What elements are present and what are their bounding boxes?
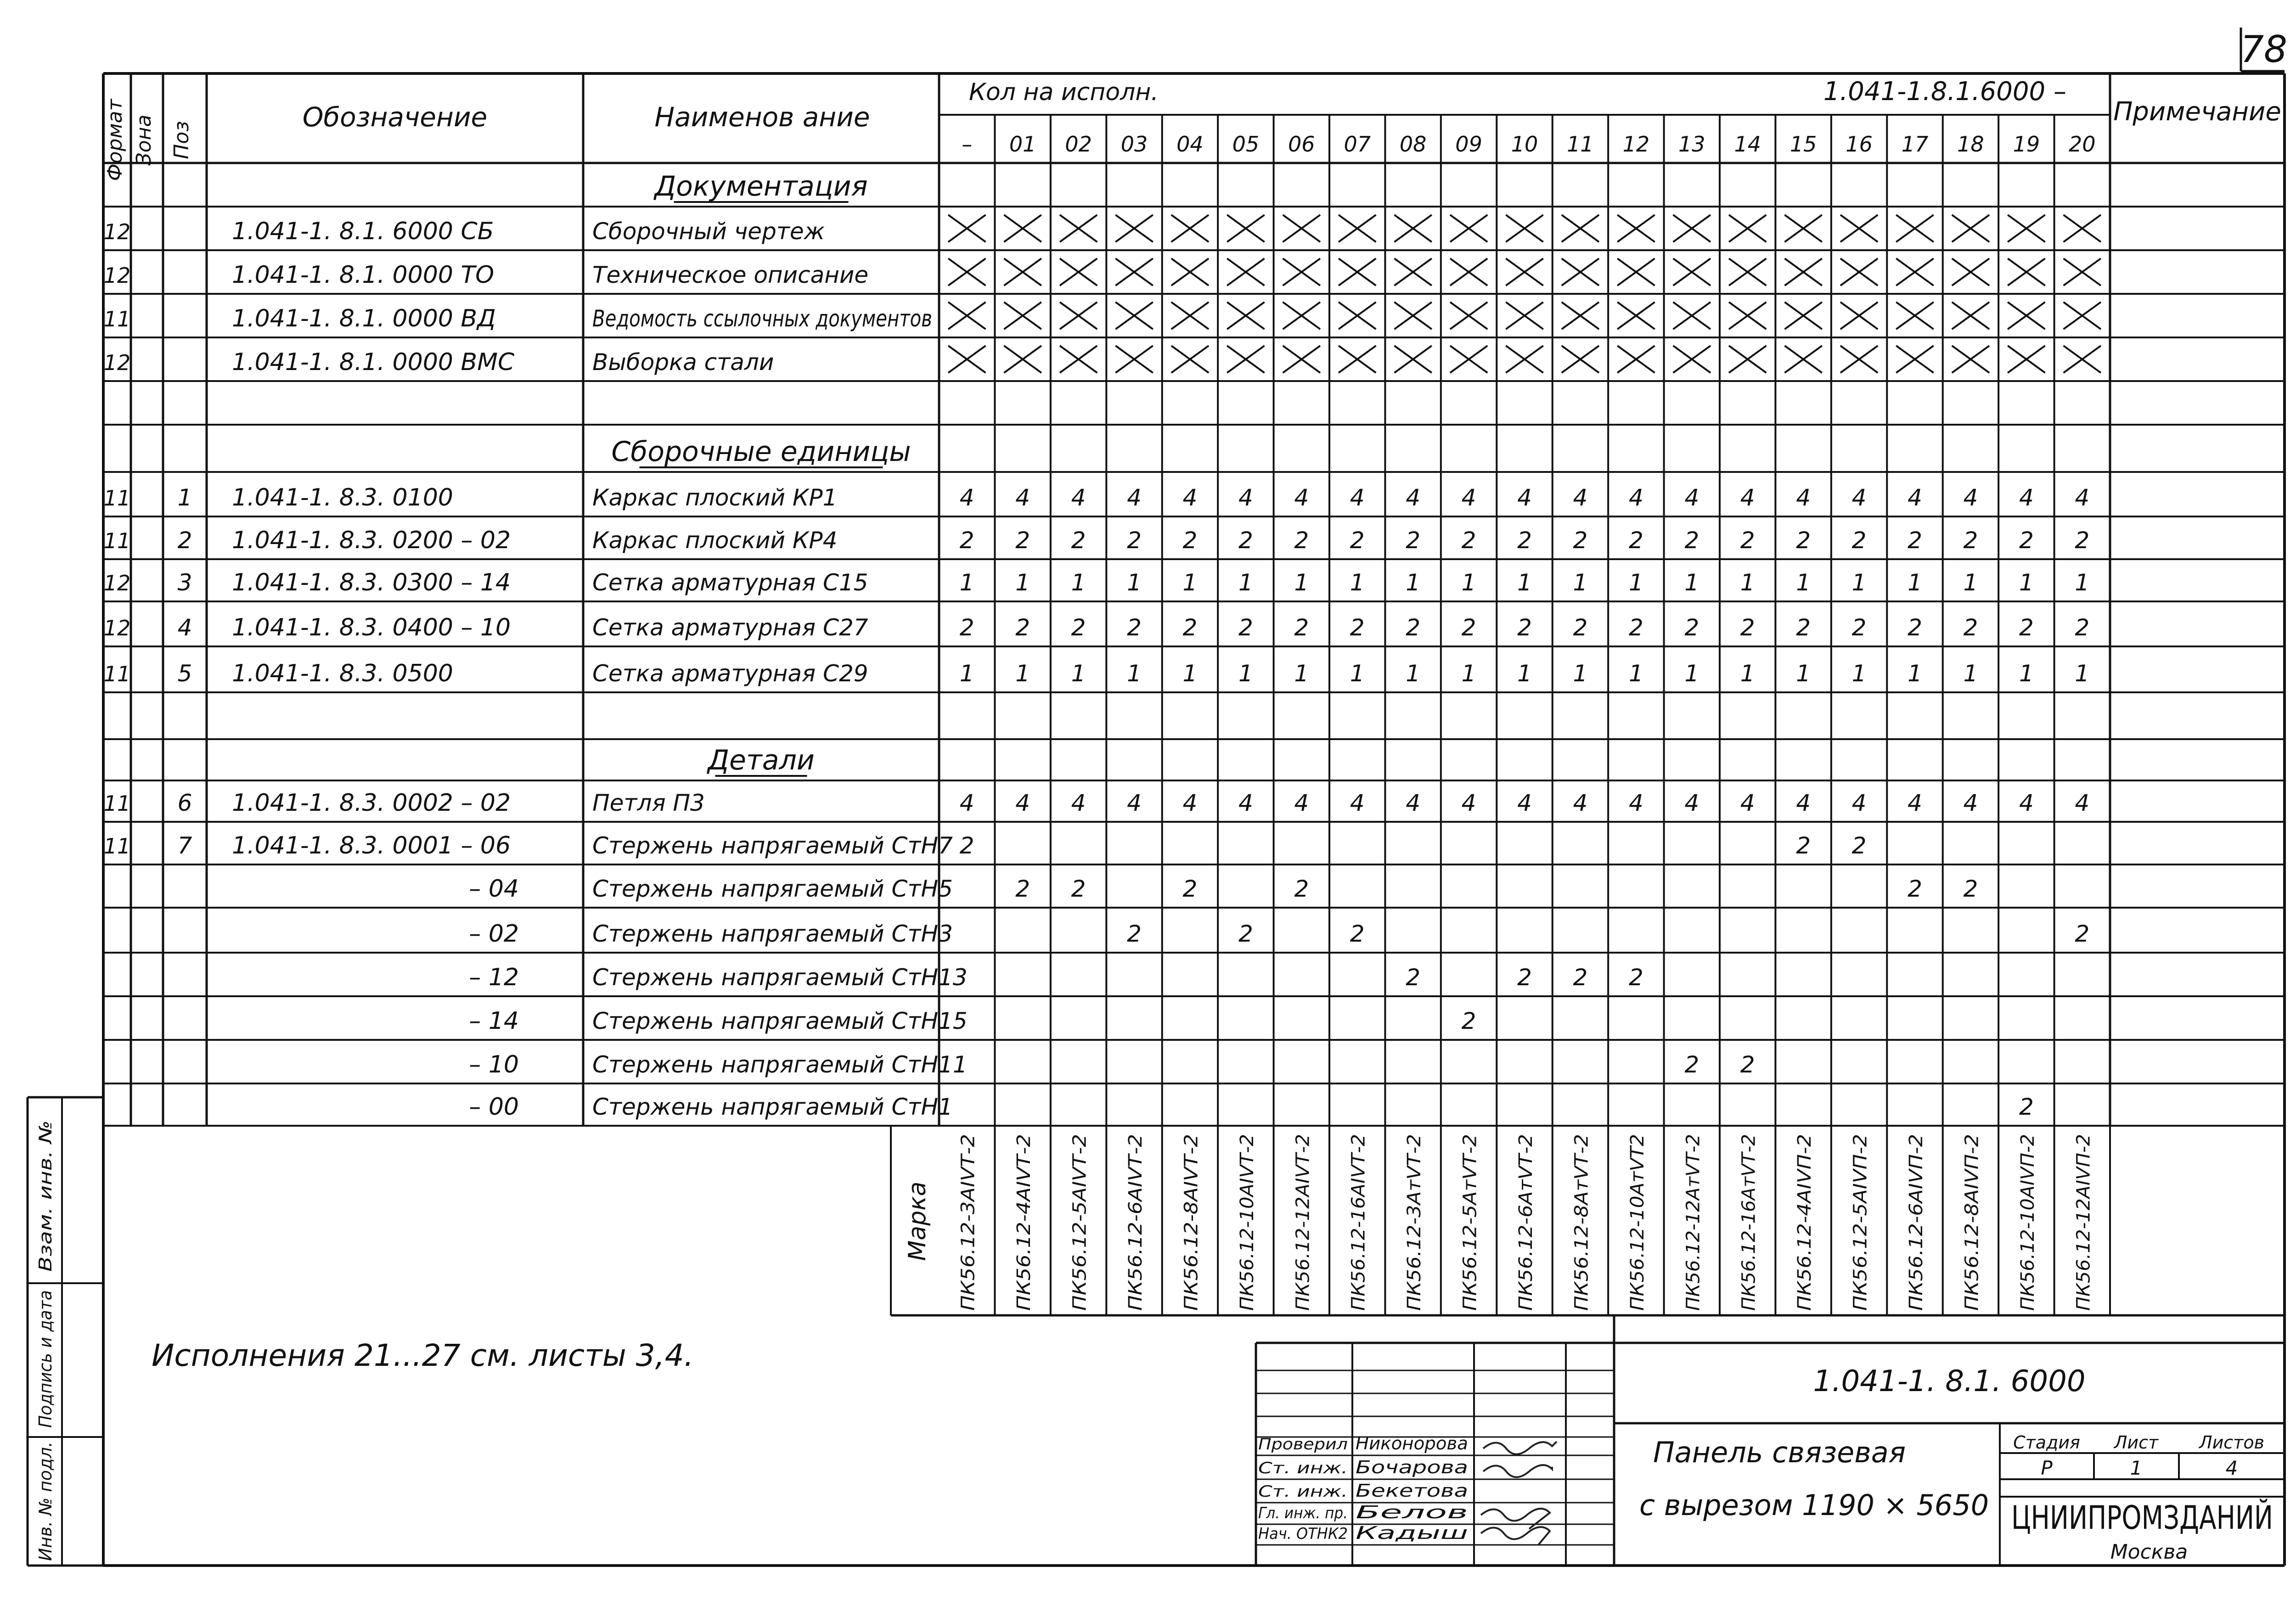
qty-value: 1	[1628, 660, 1643, 687]
signer-role: Проверил	[1258, 1435, 1348, 1454]
qty-value: 2	[1851, 832, 1867, 859]
row-pos: 5	[177, 660, 192, 687]
qty-value: 2	[2075, 921, 2090, 947]
qty-value: 2	[1796, 527, 1811, 554]
section-title: Детали	[708, 744, 815, 776]
signature-scribble	[1483, 1442, 1557, 1454]
row-designation: 1.041-1. 8.3. 0200 – 02	[232, 527, 511, 554]
header-qty: Кол на исполн.	[969, 79, 1159, 106]
qty-value: 2	[2075, 614, 2090, 641]
qty-value: 2	[1908, 876, 1922, 902]
header-designation: Обозначение	[302, 101, 488, 133]
qty-value: 2	[1963, 527, 1978, 554]
qty-value: 2	[1740, 1051, 1755, 1078]
qty-value: 4	[2019, 790, 2034, 816]
qty-value: 1	[1015, 660, 1030, 687]
qty-value: 1	[1851, 660, 1867, 687]
qty-value: 2	[1071, 614, 1086, 641]
variant-number: 15	[1790, 132, 1817, 157]
row-designation: 1.041-1. 8.3. 0300 – 14	[232, 569, 511, 596]
row-designation: – 12	[469, 964, 519, 991]
row-pos: 4	[177, 614, 192, 641]
qty-value: 4	[1796, 790, 1811, 816]
qty-value: 2	[1963, 876, 1978, 902]
qty-value: 1	[1963, 660, 1978, 687]
row-name: Сетка арматурная С29	[592, 660, 868, 687]
qty-value: 2	[1294, 527, 1309, 554]
row-pos: 1	[177, 484, 192, 511]
row-format: 11	[103, 834, 131, 859]
qty-value: 2	[1294, 614, 1309, 641]
qty-value: 1	[1796, 660, 1811, 687]
title-code: 1.041-1. 8.1. 6000	[1813, 1364, 2086, 1398]
variant-number: –	[962, 132, 973, 157]
qty-value: 4	[1461, 484, 1476, 511]
signer-role: Нач. ОТНК2	[1258, 1525, 1348, 1543]
qty-value: 2	[1684, 614, 1699, 641]
qty-value: 4	[959, 484, 974, 511]
qty-value: 1	[1350, 660, 1365, 687]
qty-value: 2	[1461, 1008, 1476, 1034]
row-format: 12	[103, 350, 131, 375]
qty-value: 1	[1573, 569, 1588, 596]
side-stamp-replace: Взам. инв. №	[35, 1153, 56, 1272]
row-name: Сборочный чертеж	[592, 218, 825, 245]
row-designation: – 00	[469, 1093, 519, 1121]
qty-value: 2	[1406, 964, 1421, 991]
row-pos: 6	[177, 790, 192, 816]
signature-scribble	[1481, 1527, 1550, 1545]
signer-name: Никонорова	[1356, 1433, 1468, 1454]
marka-value: ПК56.12-5АIVП-2	[1850, 1150, 1871, 1311]
row-format: 11	[103, 791, 131, 816]
qty-value: 2	[1071, 527, 1086, 554]
row-pos: 2	[177, 527, 192, 554]
variant-number: 11	[1567, 132, 1594, 157]
qty-value: 2	[1796, 614, 1811, 641]
qty-value: 2	[959, 832, 974, 859]
qty-value: 4	[1182, 484, 1198, 511]
sheets-label: Листов	[2199, 1432, 2264, 1453]
qty-value: 2	[2019, 1094, 2034, 1120]
marka-value: ПК56.12-10АтVТ2	[1626, 1142, 1648, 1311]
qty-value: 1	[1238, 569, 1253, 596]
marka-value: ПК56.12-12АтVТ-2	[1683, 1136, 1704, 1311]
qty-value: 2	[1015, 876, 1030, 902]
qty-value: 1	[1127, 660, 1142, 687]
qty-value: 4	[1182, 790, 1198, 816]
row-name: Выборка стали	[592, 349, 774, 376]
qty-value: 4	[1628, 790, 1643, 816]
qty-value: 1	[1517, 660, 1532, 687]
row-designation: – 14	[469, 1007, 519, 1035]
variant-number: 20	[2069, 132, 2096, 157]
qty-value: 4	[1740, 484, 1755, 511]
signer-name: Белов	[1356, 1502, 1468, 1522]
variant-number: 13	[1678, 132, 1705, 157]
qty-value: 4	[1294, 790, 1309, 816]
qty-value: 4	[1517, 484, 1532, 511]
qty-value: 2	[1461, 614, 1476, 641]
qty-value: 1	[959, 569, 974, 596]
header-name: Наименов ание	[654, 101, 870, 133]
qty-value: 2	[1796, 832, 1811, 859]
qty-value: 4	[1963, 484, 1978, 511]
variant-number: 12	[1622, 132, 1650, 157]
qty-value: 4	[1628, 484, 1643, 511]
qty-value: 2	[1740, 614, 1755, 641]
qty-value: 1	[1684, 660, 1699, 687]
qty-value: 4	[1350, 790, 1365, 816]
row-designation: 1.041-1. 8.1. 0000 ВМС	[232, 348, 515, 376]
row-name: Стержень напрягаемый СтН11	[592, 1051, 968, 1078]
row-pos: 3	[177, 569, 192, 596]
qty-value: 2	[1573, 527, 1588, 554]
qty-value: 4	[1684, 484, 1699, 511]
qty-value: 4	[1406, 790, 1421, 816]
header-format: Формат	[103, 99, 127, 181]
qty-value: 2	[1517, 614, 1532, 641]
row-pos: 7	[177, 832, 192, 859]
row-designation: – 04	[469, 875, 519, 903]
marka-value: ПК56.12-12АIVП-2	[2073, 1139, 2094, 1311]
qty-value: 1	[2019, 569, 2034, 596]
qty-value: 4	[1015, 790, 1030, 816]
qty-value: 2	[1182, 876, 1198, 902]
qty-value: 2	[1963, 614, 1978, 641]
row-name: Каркас плоский КР4	[592, 527, 838, 554]
variant-number: 17	[1901, 132, 1929, 157]
marka-value: ПК56.12-6АIVТ-2	[1125, 1153, 1146, 1311]
qty-value: 4	[1015, 484, 1030, 511]
variant-number: 18	[1957, 132, 1984, 157]
qty-value: 4	[1851, 484, 1867, 511]
qty-value: 2	[1628, 964, 1643, 991]
marka-value: ПК56.12-8АтVТ-2	[1571, 1147, 1593, 1311]
section-title: Документация	[654, 170, 868, 202]
qty-value: 2	[1461, 527, 1476, 554]
qty-value: 1	[1684, 569, 1699, 596]
qty-value: 1	[1461, 660, 1476, 687]
marka-value: ПК56.12-8АIVТ-2	[1181, 1153, 1202, 1311]
row-name: Стержень напрягаемый СтН3	[592, 921, 953, 947]
row-format: 12	[103, 263, 131, 288]
title-line2: с вырезом 1190 × 5650	[1639, 1488, 1989, 1522]
row-name: Стержень напрягаемый СтН5	[592, 876, 953, 902]
marka-value: ПК56.12-16АтVТ-2	[1738, 1136, 1760, 1311]
qty-value: 2	[1294, 876, 1309, 902]
qty-value: 4	[1517, 790, 1532, 816]
marka-value: ПК56.12-3АтVТ-2	[1404, 1147, 1425, 1311]
signer-role: Ст. инж.	[1258, 1482, 1348, 1501]
qty-value: 4	[1461, 790, 1476, 816]
row-format: 12	[103, 616, 131, 640]
qty-value: 4	[2019, 484, 2034, 511]
variant-number: 16	[1846, 132, 1873, 157]
marka-value: ПК56.12-10АIVТ-2	[1236, 1141, 1258, 1311]
variant-number: 01	[1009, 132, 1036, 157]
section-title: Сборочные единицы	[611, 436, 911, 468]
qty-value: 2	[1908, 614, 1922, 641]
qty-value: 4	[2075, 790, 2090, 816]
variant-number: 04	[1176, 132, 1204, 157]
qty-value: 1	[1294, 569, 1309, 596]
qty-value: 1	[1406, 569, 1421, 596]
qty-value: 4	[1127, 484, 1142, 511]
row-designation: – 10	[469, 1051, 519, 1078]
qty-value: 1	[1071, 660, 1086, 687]
signature-scribble	[1483, 1465, 1552, 1477]
qty-value: 2	[1015, 527, 1030, 554]
qty-value: 2	[1350, 527, 1365, 554]
qty-value: 2	[1182, 527, 1198, 554]
stage-value: Р	[2041, 1457, 2053, 1479]
marka-value: ПК56.12-16АIVТ-2	[1348, 1141, 1369, 1311]
qty-value: 1	[2019, 660, 2034, 687]
variant-number: 07	[1344, 132, 1371, 157]
marka-value: ПК56.12-4АIVТ-2	[1013, 1153, 1035, 1311]
header-note: Примечание	[2113, 97, 2281, 127]
variant-number: 09	[1455, 132, 1482, 157]
qty-value: 4	[1684, 790, 1699, 816]
qty-value: 2	[959, 614, 974, 641]
variant-number: 02	[1065, 132, 1092, 157]
qty-value: 1	[2075, 660, 2090, 687]
header-pos: Поз	[170, 121, 193, 159]
qty-value: 2	[959, 527, 974, 554]
qty-value: 4	[1127, 790, 1142, 816]
qty-value: 1	[1796, 569, 1811, 596]
sheet-value: 1	[2130, 1457, 2143, 1479]
qty-value: 2	[1071, 876, 1086, 902]
qty-value: 2	[1238, 527, 1253, 554]
qty-value: 1	[2075, 569, 2090, 596]
variant-number: 03	[1120, 132, 1148, 157]
qty-value: 2	[1908, 527, 1922, 554]
side-stamp-sign: Подпись и дата	[35, 1283, 56, 1428]
qty-value: 2	[1182, 614, 1198, 641]
qty-value: 1	[1127, 569, 1142, 596]
qty-value: 2	[1740, 527, 1755, 554]
qty-value: 2	[1238, 614, 1253, 641]
variants-note: Исполнения 21...27 см. листы 3,4.	[152, 1338, 694, 1373]
org-name: ЦНИИПРОМЗДАНИЙ	[2011, 1499, 2273, 1537]
marka-value: ПК56.12-4АIVП-2	[1794, 1150, 1816, 1311]
row-designation: 1.041-1. 8.3. 0400 – 10	[232, 614, 511, 641]
variant-number: 06	[1288, 132, 1315, 157]
signer-name: Бекетова	[1356, 1481, 1468, 1501]
qty-value: 1	[1628, 569, 1643, 596]
qty-value: 2	[1573, 964, 1588, 991]
qty-value: 2	[1015, 614, 1030, 641]
side-stamp-inv: Инв. № подл.	[35, 1440, 56, 1561]
row-designation: 1.041-1. 8.1. 6000 СБ	[232, 218, 494, 245]
qty-value: 2	[1851, 527, 1867, 554]
qty-value: 1	[1406, 660, 1421, 687]
qty-value: 2	[1350, 614, 1365, 641]
header-doc-code: 1.041-1.8.1.6000 –	[1823, 77, 2066, 107]
marka-label: Марка	[904, 1181, 931, 1261]
qty-value: 4	[1851, 790, 1867, 816]
row-name: Техническое описание	[592, 262, 869, 288]
variant-number: 19	[2013, 132, 2040, 157]
variant-number: 10	[1511, 132, 1538, 157]
row-name: Каркас плоский КР1	[592, 484, 838, 511]
qty-value: 4	[1908, 790, 1922, 816]
qty-value: 2	[1127, 527, 1142, 554]
qty-value: 4	[1238, 484, 1253, 511]
qty-value: 4	[1350, 484, 1365, 511]
signer-name: Кадыш	[1356, 1523, 1468, 1543]
marka-value: ПК56.12-6АIVП-2	[1906, 1150, 1927, 1311]
row-format: 11	[103, 662, 131, 686]
marka-value: ПК56.12-6АтVТ-2	[1515, 1147, 1536, 1311]
qty-value: 1	[1294, 660, 1309, 687]
qty-value: 2	[2019, 527, 2034, 554]
sheet-number: 78	[2240, 28, 2287, 71]
qty-value: 4	[1573, 484, 1588, 511]
signer-name: Бочарова	[1356, 1457, 1468, 1477]
row-designation: – 02	[469, 920, 519, 948]
row-designation: 1.041-1. 8.3. 0100	[232, 484, 453, 511]
qty-value: 4	[1963, 790, 1978, 816]
qty-value: 2	[1517, 964, 1532, 991]
row-format: 11	[103, 528, 131, 553]
row-designation: 1.041-1. 8.3. 0002 – 02	[232, 789, 511, 817]
variant-number: 05	[1232, 132, 1260, 157]
org-city: Москва	[2110, 1540, 2188, 1564]
qty-value: 4	[1573, 790, 1588, 816]
row-designation: 1.041-1. 8.3. 0500	[232, 660, 453, 687]
signer-role: Ст. инж.	[1258, 1459, 1348, 1477]
signer-role: Гл. инж. пр.	[1258, 1504, 1348, 1522]
row-name: Сетка арматурная С27	[592, 614, 868, 641]
qty-value: 1	[1182, 660, 1198, 687]
qty-value: 2	[1628, 614, 1643, 641]
row-format: 11	[103, 307, 131, 331]
qty-value: 4	[959, 790, 974, 816]
marka-value: ПК56.12-3АIVТ-2	[957, 1153, 979, 1311]
qty-value: 1	[1071, 569, 1086, 596]
qty-value: 1	[1908, 660, 1922, 687]
qty-value: 1	[1182, 569, 1198, 596]
qty-value: 2	[1517, 527, 1532, 554]
row-name: Стержень напрягаемый СтН1	[592, 1094, 953, 1120]
qty-value: 1	[1573, 660, 1588, 687]
qty-value: 1	[1963, 569, 1978, 596]
qty-value: 2	[1406, 527, 1421, 554]
qty-value: 2	[1573, 614, 1588, 641]
qty-value: 4	[1740, 790, 1755, 816]
qty-value: 4	[2075, 484, 2090, 511]
row-name: Стержень напрягаемый СтН13	[592, 964, 968, 991]
sheet-label: Лист	[2114, 1432, 2159, 1453]
qty-value: 2	[1851, 614, 1867, 641]
qty-value: 2	[1127, 921, 1142, 947]
variant-number: 14	[1734, 132, 1761, 157]
variant-number: 08	[1399, 132, 1427, 157]
qty-value: 2	[1684, 1051, 1699, 1078]
title-line1: Панель связевая	[1653, 1436, 1906, 1469]
row-format: 11	[103, 486, 131, 511]
qty-value: 2	[1628, 527, 1643, 554]
qty-value: 1	[1908, 569, 1922, 596]
qty-value: 1	[959, 660, 974, 687]
qty-value: 1	[1238, 660, 1253, 687]
row-name: Сетка арматурная С15	[592, 569, 868, 596]
qty-value: 1	[1517, 569, 1532, 596]
marka-value: ПК56.12-8АIVП-2	[1961, 1150, 1983, 1311]
stage-label: Стадия	[2013, 1432, 2080, 1453]
sheets-value: 4	[2225, 1457, 2238, 1479]
qty-value: 4	[1796, 484, 1811, 511]
qty-value: 4	[1071, 484, 1086, 511]
row-name: Стержень напрягаемый СтН7	[592, 832, 953, 859]
row-designation: 1.041-1. 8.1. 0000 ТО	[232, 261, 495, 289]
qty-value: 1	[1740, 569, 1755, 596]
qty-value: 4	[1908, 484, 1922, 511]
row-designation: 1.041-1. 8.3. 0001 – 06	[232, 832, 511, 859]
qty-value: 4	[1406, 484, 1421, 511]
marka-value: ПК56.12-5АIVТ-2	[1069, 1153, 1091, 1311]
marka-value: ПК56.12-10АIVП-2	[2017, 1139, 2038, 1311]
signature-scribble	[1481, 1509, 1550, 1529]
qty-value: 2	[2019, 614, 2034, 641]
qty-value: 2	[1127, 614, 1142, 641]
row-format: 12	[103, 571, 131, 595]
row-name: Ведомость ссылочных документов	[592, 305, 932, 332]
row-name: Стержень напрягаемый СтН15	[592, 1008, 968, 1034]
qty-value: 1	[1350, 569, 1365, 596]
qty-value: 2	[1238, 921, 1253, 947]
header-zone: Зона	[132, 114, 156, 166]
qty-value: 4	[1238, 790, 1253, 816]
marka-value: ПК56.12-12АIVТ-2	[1292, 1141, 1314, 1311]
qty-value: 4	[1294, 484, 1309, 511]
marka-value: ПК56.12-5АтVТ-2	[1459, 1147, 1481, 1311]
qty-value: 1	[1015, 569, 1030, 596]
qty-value: 1	[1461, 569, 1476, 596]
qty-value: 2	[1350, 921, 1365, 947]
qty-value: 2	[1684, 527, 1699, 554]
qty-value: 2	[1406, 614, 1421, 641]
row-name: Петля П3	[592, 790, 705, 816]
qty-value: 1	[1740, 660, 1755, 687]
qty-value: 4	[1071, 790, 1086, 816]
row-format: 12	[103, 219, 131, 244]
row-designation: 1.041-1. 8.1. 0000 ВД	[232, 305, 496, 332]
qty-value: 1	[1851, 569, 1867, 596]
qty-value: 2	[2075, 527, 2090, 554]
